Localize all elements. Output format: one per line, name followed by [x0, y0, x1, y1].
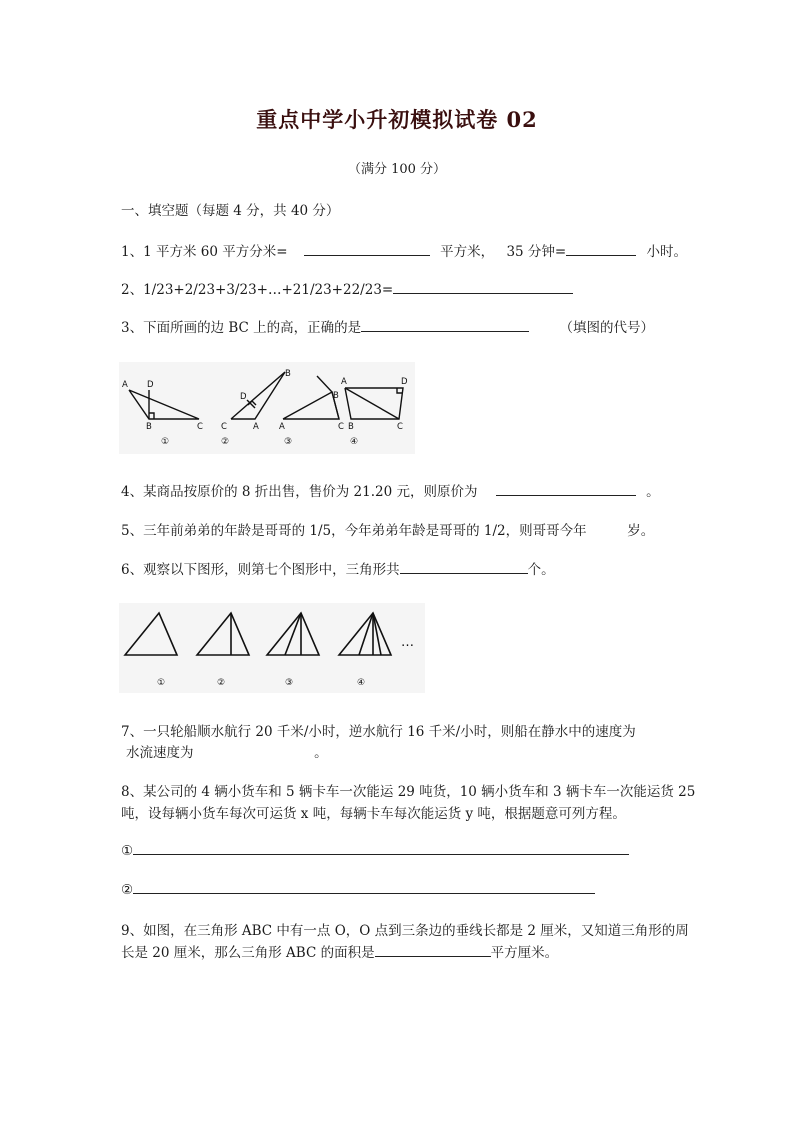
q3-fig-label-1: ①	[161, 437, 170, 447]
q8-marker-1: ①	[121, 843, 134, 859]
q9-text-b: 长是 20 厘米，那么三角形 ABC 的面积是	[121, 945, 375, 961]
question-6	[121, 558, 555, 578]
page-subtitle: （满分 100 分）	[347, 162, 447, 177]
q1-text-b: 平方米，	[440, 244, 495, 260]
question-8	[121, 780, 695, 800]
q8-blank-1[interactable]	[133, 840, 629, 855]
q8-text-b: 吨，设每辆小货车每次可运货 x 吨，每辆卡车每次能运货 y 吨，根据题意可列方程。	[121, 806, 626, 822]
q3-f3-point-b: B	[333, 391, 339, 401]
q3-f2-point-d: D	[240, 392, 247, 402]
q3-f1-point-a: A	[122, 380, 128, 390]
q6-ellipsis: …	[401, 635, 414, 650]
q3-text-b: （填图的代号）	[559, 320, 654, 336]
q6-fig-label-4: ④	[357, 678, 366, 688]
q7-text-c: 。	[314, 745, 328, 761]
q6-fig-label-3: ③	[285, 678, 294, 688]
q1-text-a: 1、1 平方米 60 平方分米=	[121, 244, 288, 260]
q3-fig-label-2: ②	[221, 437, 230, 447]
q3-f2-point-b: B	[285, 369, 291, 379]
q2-text-a: 2、1/23+2/23+3/23+…+21/23+22/23=	[121, 282, 394, 298]
q7-text-b: 水流速度为	[126, 745, 194, 761]
question-7-line-2	[126, 741, 328, 761]
q3-f2-point-c: C	[221, 422, 227, 432]
question-2	[121, 278, 573, 298]
q1-text-c: 35 分钟=	[506, 244, 567, 260]
page-title: 重点中学小升初模拟试卷 02	[256, 107, 538, 132]
question-3	[121, 316, 654, 336]
question-9	[121, 919, 689, 939]
q3-f1-point-b: B	[146, 422, 152, 432]
q7-text-a: 7、一只轮船顺水航行 20 千米/小时，逆水航行 16 千米/小时，则船在静水中的速度为	[121, 724, 636, 740]
q1-text-d: 小时。	[646, 244, 688, 260]
question-4	[121, 480, 660, 500]
q6-text-b: 个。	[527, 562, 555, 578]
question-1	[121, 240, 687, 260]
q8-marker-2: ②	[121, 882, 134, 898]
q2-blank[interactable]	[393, 279, 573, 294]
section-heading: 一、填空题（每题 4 分，共 40 分）	[121, 203, 340, 219]
question-9-line-2	[121, 941, 558, 961]
question-5	[121, 519, 654, 539]
q3-f3-point-a: A	[279, 422, 285, 432]
q3-f3-point-c: C	[338, 422, 344, 432]
q3-f1-point-d: D	[147, 380, 154, 390]
q9-text-c: 平方厘米。	[490, 945, 559, 961]
q6-fig-label-1: ①	[157, 678, 166, 688]
q8-blank-2[interactable]	[133, 879, 595, 894]
q6-blank[interactable]	[400, 559, 528, 574]
q6-fig-label-2: ②	[217, 678, 226, 688]
q8-text-a: 8、某公司的 4 辆小货车和 5 辆卡车一次能运 29 吨货，10 辆小货车和 3 辆卡车一次能运货 25	[121, 784, 696, 800]
q4-blank[interactable]	[496, 481, 636, 496]
q8-answer-2	[121, 879, 595, 898]
q1-blank-2[interactable]	[566, 241, 636, 256]
q5-text-a: 5、三年前弟弟的年龄是哥哥的 1/5，今年弟弟年龄是哥哥的 1/2，则哥哥今年	[121, 523, 587, 539]
q3-fig-label-4: ④	[350, 437, 359, 447]
q1-blank-1[interactable]	[304, 241, 430, 256]
q3-f4-point-a: A	[341, 377, 347, 387]
q6-text-a: 6、观察以下图形，则第七个图形中，三角形共	[121, 562, 400, 578]
q8-answer-1	[121, 840, 629, 859]
q4-text-b: 。	[646, 484, 660, 500]
q3-f4-point-d: D	[401, 377, 408, 387]
q4-text-a: 4、某商品按原价的 8 折出售，售价为 21.20 元，则原价为	[121, 484, 478, 500]
q9-text-a: 9、如图，在三角形 ABC 中有一点 O，O 点到三条边的垂线长都是 2 厘米，又知道三角形的周	[121, 923, 689, 939]
q3-f4-point-b: B	[348, 422, 354, 432]
question-7	[121, 720, 636, 740]
q3-text-a: 3、下面所画的边 BC 上的高，正确的是	[121, 320, 362, 336]
q3-blank[interactable]	[361, 317, 529, 332]
q3-f2-point-a: A	[253, 422, 259, 432]
q5-text-b: 岁。	[627, 523, 655, 539]
q3-figure	[119, 362, 415, 454]
q6-figure	[119, 603, 425, 693]
q9-blank[interactable]	[375, 942, 491, 957]
q3-fig-label-3: ③	[284, 437, 293, 447]
q3-f4-point-c: C	[397, 422, 403, 432]
q3-f1-point-c: C	[197, 422, 203, 432]
question-8-line-2	[121, 802, 626, 822]
